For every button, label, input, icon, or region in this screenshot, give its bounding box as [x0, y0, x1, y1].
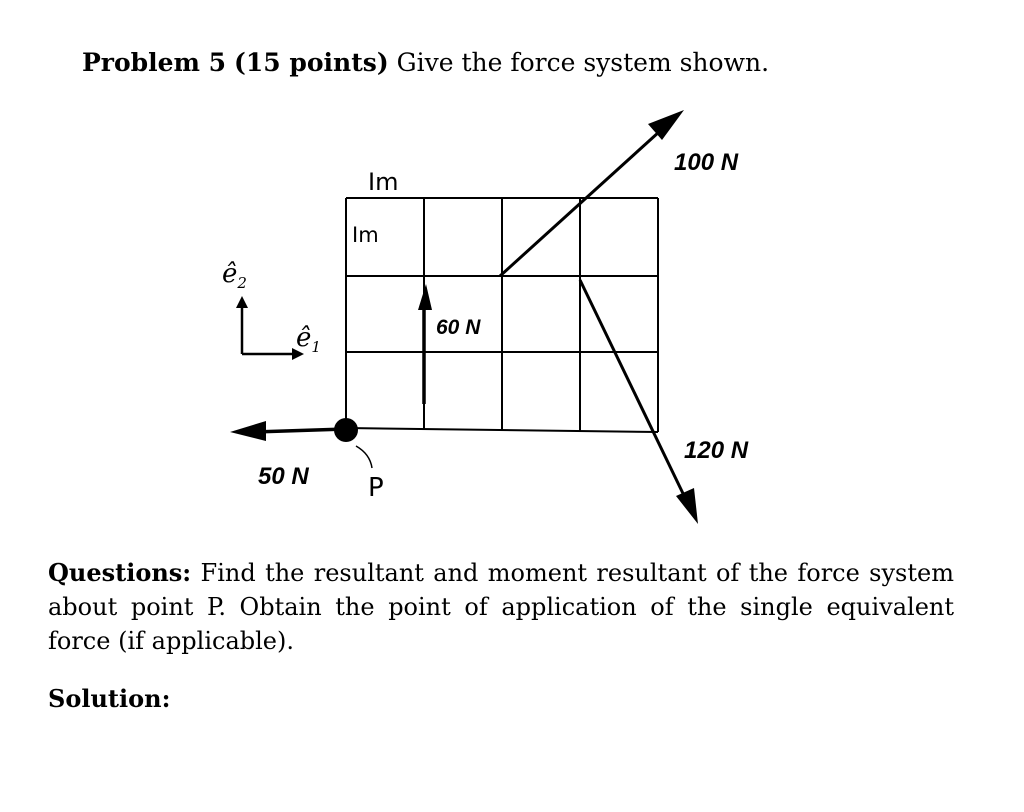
e1-label: $ê_1$ — [296, 323, 321, 356]
questions-text: Find the resultant and moment resultant of the force system about point P. Obtain the point of application of the single equivalent force (if applicable). — [48, 559, 954, 655]
grid — [346, 198, 658, 432]
questions-label: Questions: — [48, 558, 192, 587]
force-60n-label: 60 N — [436, 316, 481, 339]
force-60n — [418, 284, 481, 404]
scale-label-horizontal: Im — [368, 168, 399, 196]
problem-text: Give the force system shown. — [396, 48, 770, 77]
force-120n — [580, 280, 749, 524]
point-p — [334, 418, 384, 503]
point-p-leader — [356, 446, 372, 468]
force-60n-arrowhead — [418, 284, 432, 310]
force-50n-arrowhead — [230, 421, 266, 441]
force-120n-line — [580, 280, 690, 508]
coordinate-axes — [222, 259, 321, 360]
point-p-dot — [334, 418, 358, 442]
force-100n-label: 100 N — [674, 149, 739, 176]
force-50n — [230, 421, 346, 490]
problem-points: (15 points) — [234, 48, 389, 77]
force-100n — [500, 110, 739, 276]
e2-label: $ê_2$ — [222, 259, 247, 292]
point-p-label: P — [368, 473, 384, 503]
force-120n-label: 120 N — [684, 437, 749, 464]
problem-label: Problem 5 — [82, 48, 227, 77]
solution-label: Solution: — [48, 684, 171, 713]
questions-paragraph — [48, 556, 954, 658]
force-120n-arrowhead — [676, 488, 698, 524]
force-50n-line — [254, 429, 346, 432]
e2-arrowhead — [236, 296, 248, 308]
scale-label-vertical: Im — [352, 223, 379, 247]
force-50n-label: 50 N — [258, 463, 309, 490]
